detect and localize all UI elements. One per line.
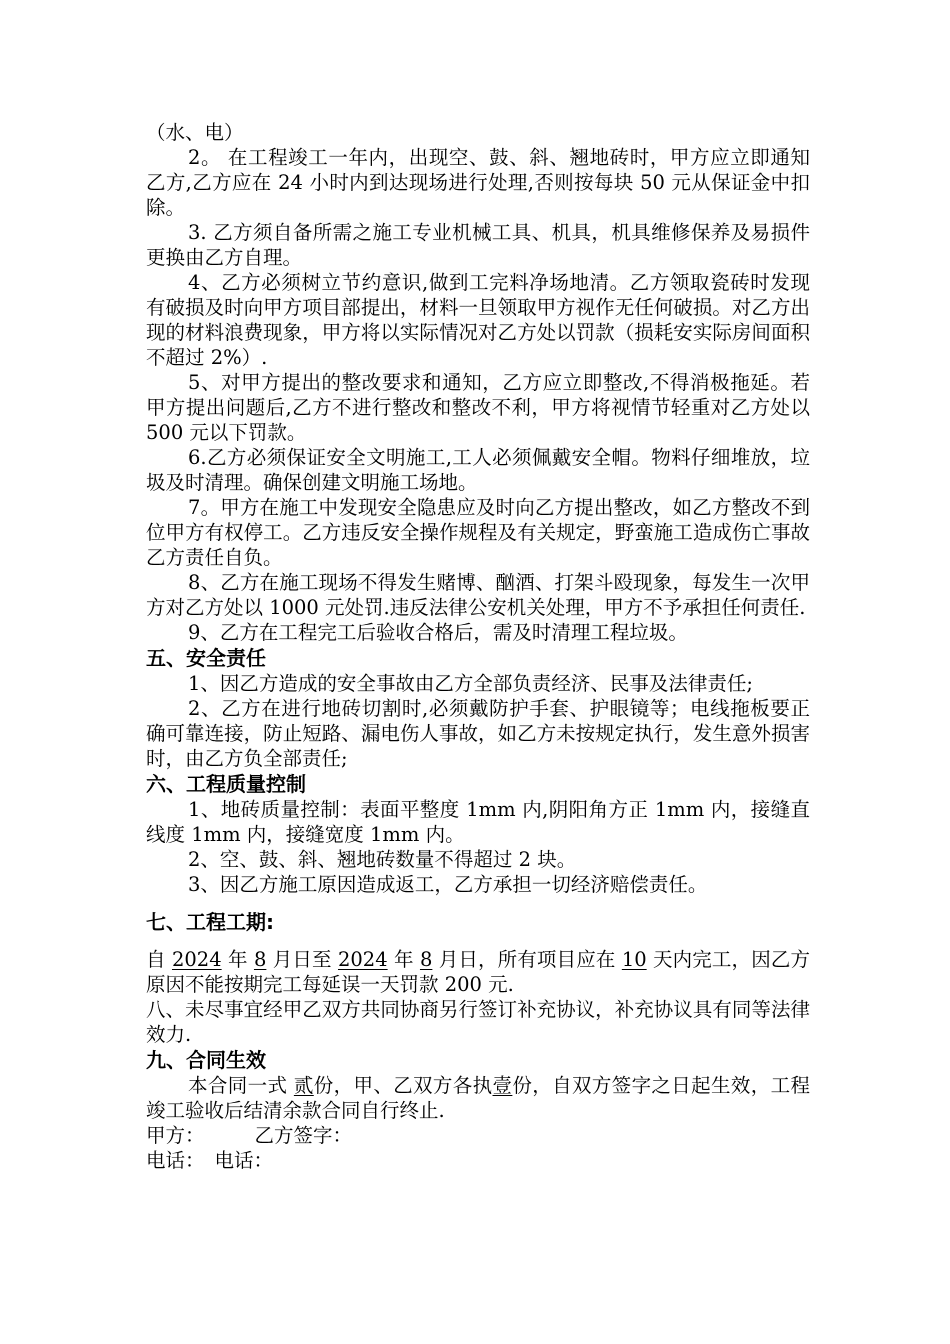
clause-item: 7。甲方在施工中发现安全隐患应及时向乙方提出整改，如乙方整改不到位甲方有权停工。乙方违反安全操作规程及有关规定，野蛮施工造成伤亡事故乙方责任自负。 xyxy=(146,496,810,569)
copies-each: 壹 xyxy=(492,1074,513,1097)
spacer xyxy=(146,897,810,909)
section-heading-effect: 九、合同生效 xyxy=(146,1048,266,1072)
effect-paragraph: 本合同一式 贰份，甲、乙双方各执壹份，自双方签字之日起生效，工程竣工验收后结清余款合同自行终止. xyxy=(146,1074,810,1122)
spacer xyxy=(146,935,810,947)
section-heading-safety: 五、安全责任 xyxy=(146,646,266,670)
completion-days: 10 xyxy=(621,948,647,971)
clause-item: 5、对甲方提出的整改要求和通知，乙方应立即整改,不得消极拖延。若甲方提出问题后,乙方不进行整改和整改不利，甲方将视情节轻重对乙方处以 500 元以下罚款。 xyxy=(146,371,810,444)
safety-item: 1、因乙方造成的安全事故由乙方全部负责经济、民事及法律责任; xyxy=(188,672,753,695)
clause-item: 3. 乙方须自备所需之施工专业机械工具、机具，机具维修保养及易损件更换由乙方自理。 xyxy=(146,221,810,269)
start-year: 2024 xyxy=(171,948,222,971)
phone-line xyxy=(146,1148,810,1173)
safety-item: 2、乙方在进行地砖切割时,必须戴防护手套、护眼镜等；电线拖板要正确可靠连接，防止短路、漏电伤人事故，如乙方未按规定执行，发生意外损害时，由乙方负全部责任; xyxy=(146,697,810,770)
clause-item: 4、乙方必须树立节约意识,做到工完料净场地清。乙方领取瓷砖时发现有破损及时向甲方项目部提出，材料一旦领取甲方视作无任何破损。对乙方出现的材料浪费现象，甲方将以实际情况对乙方处以罚款（损耗安实际房间面积不超过 2%）. xyxy=(146,271,810,369)
contract-body xyxy=(146,120,810,1173)
copies-count: 贰 xyxy=(293,1074,314,1097)
quality-item: 1、地砖质量控制：表面平整度 1mm 内,阴阳角方正 1mm 内，接缝直线度 1mm 内，接缝宽度 1mm 内。 xyxy=(146,798,810,846)
quality-item: 3、因乙方施工原因造成返工，乙方承担一切经济赔偿责任。 xyxy=(188,873,708,896)
phone-a-label: 电话： xyxy=(146,1149,205,1172)
quality-item: 2、空、鼓、斜、翘地砖数量不得超过 2 块。 xyxy=(188,848,577,871)
start-month: 8 xyxy=(253,948,267,971)
phone-b-label: 电话： xyxy=(214,1149,274,1172)
clause-item: 9、乙方在工程完工后验收合格后，需及时清理工程垃圾。 xyxy=(188,621,688,644)
clause-item: 6.乙方必须保证安全文明施工,工人必须佩戴安全帽。物料仔细堆放，垃圾及时清理。确保创建文明施工场地。 xyxy=(146,446,810,494)
party-b-label: 乙方签字： xyxy=(254,1124,353,1147)
top-line: （水、电） xyxy=(146,121,244,144)
clause-item: 8、乙方在施工现场不得发生赌博、酗酒、打架斗殴现象，每发生一次甲方对乙方处以 1000 元处罚.违反法律公安机关处理，甲方不予承担任何责任. xyxy=(146,571,810,619)
section-heading-schedule: 七、工程工期: xyxy=(146,910,274,934)
party-a-label: 甲方： xyxy=(146,1124,205,1147)
end-year: 2024 xyxy=(337,948,388,971)
signature-line xyxy=(146,1123,810,1148)
schedule-paragraph: 自 2024 年 8 月日至 2024 年 8 月日，所有项目应在 10 天内完工，因乙方原因不能按期完工每延误一天罚款 200 元. xyxy=(146,948,810,996)
section-eight-paragraph: 八、未尽事宜经甲乙双方共同协商另行签订补充协议，补充协议具有同等法律效力. xyxy=(146,998,810,1046)
clause-item: 2。 在工程竣工一年内，出现空、鼓、斜、翘地砖时，甲方应立即通知乙方,乙方应在 24 小时内到达现场进行处理,否则按每块 50 元从保证金中扣除。 xyxy=(146,146,810,219)
section-heading-quality: 六、工程质量控制 xyxy=(146,772,306,796)
end-month: 8 xyxy=(419,948,433,971)
